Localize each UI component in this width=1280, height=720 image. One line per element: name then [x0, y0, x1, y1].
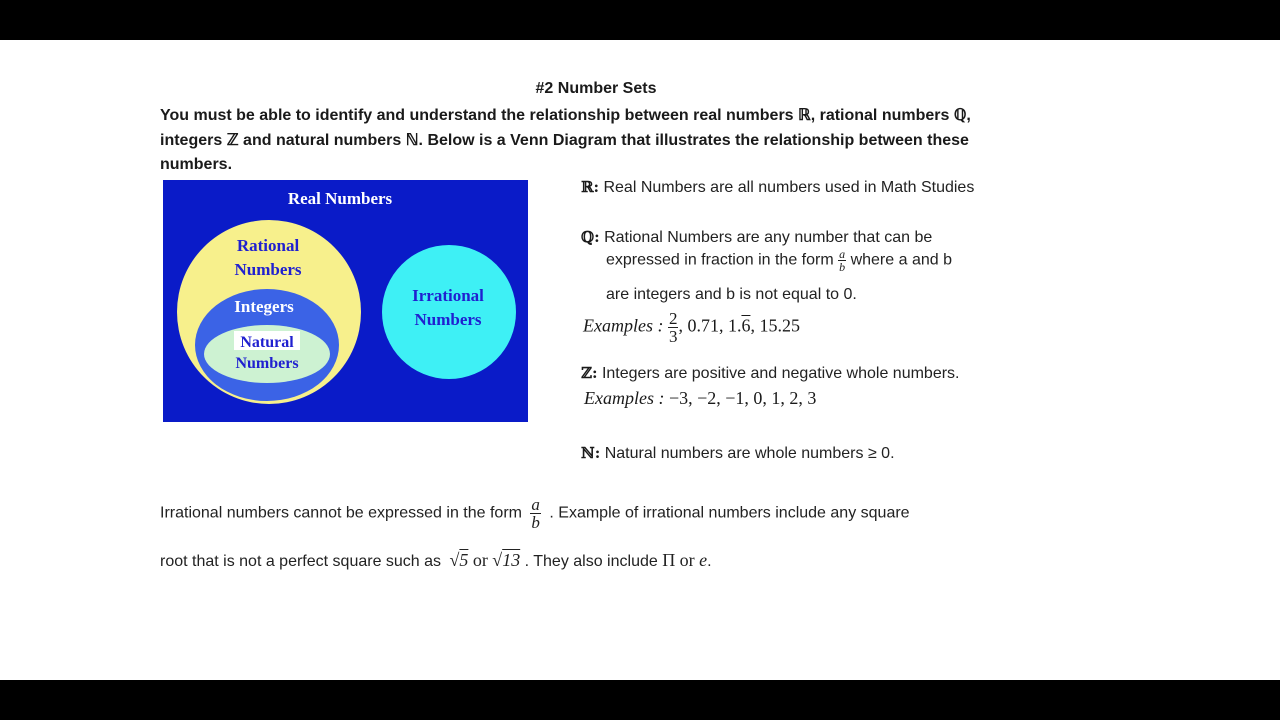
irrational-line2	[160, 550, 712, 571]
rational-example-values-post: , 15.25	[750, 315, 800, 336]
rational-frac-num: a	[839, 247, 846, 261]
def-rational	[581, 228, 932, 247]
rational-line2-pre: expressed in fraction in the form	[606, 251, 834, 269]
def-real	[581, 178, 974, 197]
rational-example-values-pre: , 0.71, 1.	[678, 315, 742, 336]
def-integers	[581, 364, 960, 383]
irrational-line2-pre: root that is not a perfect square such as	[160, 553, 442, 570]
document-page	[0, 40, 1280, 680]
def-natural	[581, 444, 895, 463]
real-symbol: ℝ:	[581, 178, 600, 196]
intro-paragraph: You must be able to identify and understand the relationship between real numbers ℝ, rational numbers ℚ, integers ℤ and natural numbers ℕ. Below is a Venn Diagram that illustrates the relationship between these numbers.	[160, 107, 971, 173]
or-2: or	[679, 550, 695, 570]
sqrt-13: √13	[492, 550, 521, 570]
rational-line1: Rational Numbers are any number that can be	[604, 229, 933, 246]
irrational-mid: . They also include	[524, 553, 658, 570]
pi-symbol: Π	[662, 550, 676, 570]
integers-examples-label: Examples :	[584, 388, 665, 408]
venn-label-natural-2: Numbers	[235, 355, 299, 372]
rational-line3: are integers and b is not equal to 0.	[606, 286, 857, 303]
rational-example-repeat: 6	[741, 315, 751, 336]
venn-label-integers: Integers	[234, 297, 294, 316]
integers-examples-values: −3, −2, −1, 0, 1, 2, 3	[668, 388, 817, 408]
venn-label-real: Real Numbers	[287, 189, 393, 208]
rational-ex-frac-num: 2	[668, 309, 678, 328]
natural-symbol: ℕ:	[581, 444, 601, 462]
venn-label-irrational-1: Irrational	[412, 286, 484, 305]
rational-examples-label: Examples :	[583, 315, 664, 336]
irrational-frac-num: a	[531, 495, 540, 514]
rational-symbol: ℚ:	[581, 228, 600, 246]
page-title: #2 Number Sets	[535, 80, 657, 97]
irrational-end: .	[707, 553, 712, 570]
irrational-fraction	[530, 496, 541, 531]
rational-example-fraction	[668, 310, 679, 345]
rational-examples	[583, 310, 800, 345]
venn-label-natural-1: Natural	[240, 334, 294, 351]
integers-text: Integers are positive and negative whole numbers.	[601, 365, 960, 382]
or-1: or	[472, 550, 488, 570]
venn-diagram	[163, 180, 528, 422]
venn-label-irrational-2: Numbers	[414, 310, 482, 329]
rational-line2-post: where a and b	[850, 251, 952, 269]
venn-label-rational-2: Numbers	[234, 260, 302, 279]
sqrt-5-value: 5	[459, 550, 469, 570]
venn-label-rational-1: Rational	[236, 236, 300, 255]
irrational-post: . Example of irrational numbers include any square	[549, 504, 910, 522]
natural-text: Natural numbers are whole numbers ≥ 0.	[604, 445, 895, 462]
irrational-frac-den: b	[531, 513, 540, 532]
irrational-pre: Irrational numbers cannot be expressed in the form	[160, 504, 522, 522]
rational-fraction	[838, 248, 846, 273]
sqrt-5: √5	[449, 550, 469, 570]
sqrt-13-value: 13	[502, 550, 521, 570]
integers-examples	[584, 388, 816, 409]
rational-line2	[606, 248, 952, 273]
rational-ex-frac-den: 3	[668, 327, 678, 346]
real-text: Real Numbers are all numbers used in Math Studies	[603, 179, 975, 196]
integers-symbol: ℤ:	[581, 364, 598, 382]
irrational-line1	[160, 496, 910, 531]
rational-frac-den: b	[839, 260, 846, 274]
e-symbol: e	[699, 550, 708, 570]
